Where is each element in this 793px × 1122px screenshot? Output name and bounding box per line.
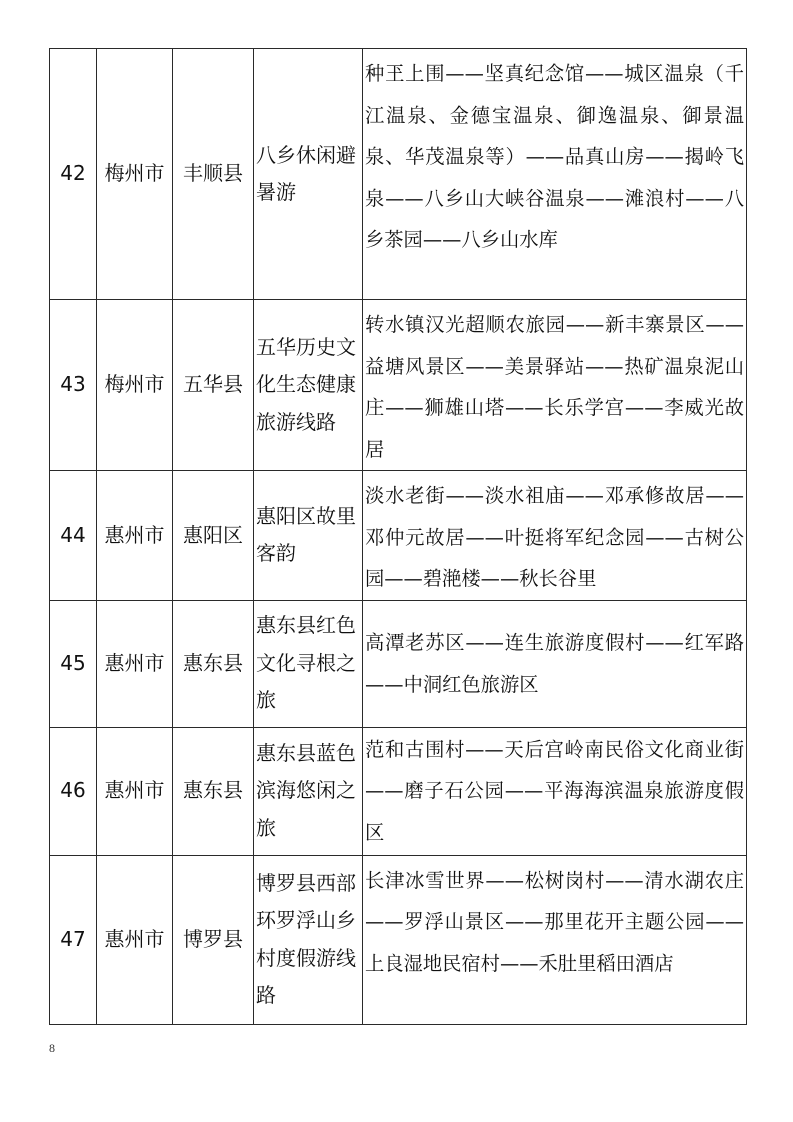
city-cell: 惠州市 [97, 600, 173, 727]
page-number: 8 [49, 1041, 55, 1055]
row-number: 47 [50, 855, 97, 1024]
route-detail-cell: 转水镇汉光超顺农旅园——新丰寨景区——益塘风景区——美景驿站——热矿温泉泥山庄——狮雄山塔——长乐学宫——李威光故居 [363, 300, 747, 471]
routes-table [49, 48, 747, 1025]
route-name-cell: 博罗县西部环罗浮山乡村度假游线路 [254, 855, 363, 1024]
route-name-cell: 惠阳区故里客韵 [254, 471, 363, 601]
route-detail-cell: 高潭老苏区——连生旅游度假村——红军路——中洞红色旅游区 [363, 600, 747, 727]
county-cell: 五华县 [173, 300, 254, 471]
city-cell: 惠州市 [97, 727, 173, 855]
row-number: 44 [50, 471, 97, 601]
county-cell: 博罗县 [173, 855, 254, 1024]
route-detail-cell: 长津冰雪世界——松树岗村——清水湖农庄——罗浮山景区——那里花开主题公园——上良湿地民宿村——禾肚里稻田酒店 [363, 855, 747, 1024]
table-row [50, 471, 747, 601]
row-number: 43 [50, 300, 97, 471]
city-cell: 梅州市 [97, 300, 173, 471]
county-cell: 丰顺县 [173, 49, 254, 300]
table-row [50, 600, 747, 727]
row-number: 46 [50, 727, 97, 855]
route-detail-cell: 种玊上围——坚真纪念馆——城区温泉（千江温泉、金德宝温泉、御逸温泉、御景温泉、华茂温泉等）——品真山房——揭岭飞泉——八乡山大峡谷温泉——滩浪村——八乡茶园——八乡山水库 [363, 49, 747, 300]
table-row [50, 49, 747, 300]
table-row [50, 300, 747, 471]
route-detail-cell: 淡水老街——淡水祖庙——邓承修故居——邓仲元故居——叶挺将军纪念园——古树公园——碧滟楼——秋长谷里 [363, 471, 747, 601]
city-cell: 惠州市 [97, 471, 173, 601]
county-cell: 惠阳区 [173, 471, 254, 601]
row-number: 45 [50, 600, 97, 727]
route-name-cell: 五华历史文化生态健康旅游线路 [254, 300, 363, 471]
county-cell: 惠东县 [173, 600, 254, 727]
route-name-cell: 惠东县红色文化寻根之旅 [254, 600, 363, 727]
table-row [50, 855, 747, 1024]
city-cell: 梅州市 [97, 49, 173, 300]
row-number: 42 [50, 49, 97, 300]
table-row [50, 727, 747, 855]
route-name-cell: 八乡休闲避暑游 [254, 49, 363, 300]
city-cell: 惠州市 [97, 855, 173, 1024]
route-detail-cell: 范和古围村——天后宫岭南民俗文化商业街——磨子石公园——平海海滨温泉旅游度假区 [363, 727, 747, 855]
route-name-cell: 惠东县蓝色滨海悠闲之旅 [254, 727, 363, 855]
county-cell: 惠东县 [173, 727, 254, 855]
